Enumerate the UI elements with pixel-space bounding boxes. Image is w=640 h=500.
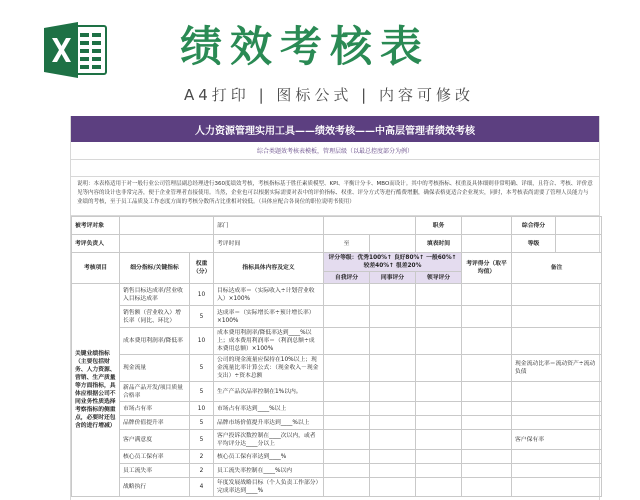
- table-row: [72, 416, 602, 430]
- excel-icon: [42, 20, 108, 80]
- content-cell: 品牌市场价值提升率达到____%以上: [214, 416, 324, 430]
- indicator-cell: 市场占有率: [120, 402, 190, 416]
- indicator-cell: 销售目标达成率/营业收入目标达成率: [120, 284, 190, 306]
- self-score-cell[interactable]: [324, 328, 370, 355]
- page-title: 绩效考核表: [180, 22, 431, 71]
- table-row: [72, 284, 602, 306]
- result-cell[interactable]: [462, 284, 512, 306]
- leader-score-cell[interactable]: [416, 284, 462, 306]
- weight-cell: 2: [190, 450, 214, 464]
- indicator-cell: 核心员工保有率: [120, 450, 190, 464]
- col-weight: 权重（分）: [190, 253, 214, 284]
- label-total: 综合得分: [512, 217, 556, 235]
- peer-score-cell[interactable]: [370, 355, 416, 382]
- content-cell: 达成率＝（实际增长率÷预计增长率）×100%: [214, 306, 324, 328]
- indicator-cell: 成本费用利润率/降低率: [120, 328, 190, 355]
- peer-score-cell[interactable]: [370, 478, 416, 497]
- table-row: [72, 402, 602, 416]
- department-cell[interactable]: [324, 217, 416, 235]
- peer-score-cell[interactable]: [370, 416, 416, 430]
- result-cell[interactable]: [462, 355, 512, 382]
- leader-score-cell[interactable]: [416, 355, 462, 382]
- leader-score-cell[interactable]: [416, 402, 462, 416]
- weight-cell: 10: [190, 402, 214, 416]
- self-score-cell[interactable]: [324, 416, 370, 430]
- peer-score-cell[interactable]: [370, 402, 416, 416]
- label-fill-time: 填表时间: [416, 235, 462, 253]
- label-grade: 等级: [512, 235, 556, 253]
- result-cell[interactable]: [462, 416, 512, 430]
- weight-cell: 5: [190, 416, 214, 430]
- peer-score-cell[interactable]: [370, 328, 416, 355]
- col-leader: 领导评分: [416, 272, 462, 284]
- label-position: 职务: [416, 217, 462, 235]
- result-cell[interactable]: [462, 430, 512, 450]
- content-cell: 成本费用利润率/降低率达到____%以上；成本费用利润率＝（利润总额÷成本费用总额）×100%: [214, 328, 324, 355]
- leader-score-cell[interactable]: [416, 306, 462, 328]
- weight-cell: 10: [190, 284, 214, 306]
- content-cell: 年度发展战略目标（个人负责工作部分）完成率达到____%: [214, 478, 324, 497]
- indicator-cell: 战略执行: [120, 478, 190, 497]
- peer-score-cell[interactable]: [370, 306, 416, 328]
- weight-cell: 5: [190, 306, 214, 328]
- weight-cell: 5: [190, 382, 214, 402]
- self-score-cell[interactable]: [324, 450, 370, 464]
- page-subtitle: A4打印 | 图标公式 | 内容可修改: [184, 86, 474, 104]
- result-cell[interactable]: [462, 402, 512, 416]
- self-score-cell[interactable]: [324, 402, 370, 416]
- leader-score-cell[interactable]: [416, 464, 462, 478]
- self-score-cell[interactable]: [324, 284, 370, 306]
- table-row: [72, 328, 602, 355]
- leader-score-cell[interactable]: [416, 478, 462, 497]
- fill-time-cell[interactable]: [462, 235, 512, 253]
- table-row: [72, 430, 602, 450]
- indicator-cell: 员工流失率: [120, 464, 190, 478]
- indicator-cell: 品牌价值提升率: [120, 416, 190, 430]
- table-row: [72, 478, 602, 497]
- result-cell[interactable]: [462, 328, 512, 355]
- label-evaluatee: 被考评对象: [72, 217, 120, 235]
- indicator-cell: 销售额（营业收入）增长率（同比、环比）: [120, 306, 190, 328]
- weight-cell: 5: [190, 355, 214, 382]
- indicator-cell: 现金流量: [120, 355, 190, 382]
- spreadsheet-preview: [70, 116, 600, 500]
- result-cell[interactable]: [462, 306, 512, 328]
- table-row: [72, 450, 602, 464]
- label-to: 至: [324, 235, 370, 253]
- content-cell: 市场占有率达到____%以上: [214, 402, 324, 416]
- peer-score-cell[interactable]: [370, 284, 416, 306]
- self-score-cell[interactable]: [324, 430, 370, 450]
- leader-score-cell[interactable]: [416, 430, 462, 450]
- weight-cell: 10: [190, 328, 214, 355]
- evaluatee-cell[interactable]: [120, 217, 214, 235]
- position-cell[interactable]: [462, 217, 512, 235]
- remark-cell: [512, 328, 602, 355]
- content-cell: 目标达成率＝（实际收入÷计划营业收入）×100%: [214, 284, 324, 306]
- remark-cell: [512, 416, 602, 430]
- remark-cell: [512, 402, 602, 416]
- self-score-cell[interactable]: [324, 306, 370, 328]
- table-row: [72, 355, 602, 382]
- leader-score-cell[interactable]: [416, 416, 462, 430]
- result-cell[interactable]: [462, 450, 512, 464]
- col-remark: 备注: [512, 253, 602, 284]
- table-row: [72, 306, 602, 328]
- col-content: 指标具体内容及定义: [214, 253, 324, 284]
- self-score-cell[interactable]: [324, 478, 370, 497]
- col-self: 自我评分: [324, 272, 370, 284]
- remark-cell: [512, 464, 602, 478]
- label-period: 考评时间: [214, 235, 324, 253]
- self-score-cell[interactable]: [324, 355, 370, 382]
- col-peer: 同事评分: [370, 272, 416, 284]
- result-cell[interactable]: [462, 464, 512, 478]
- sheet-header: 人力资源管理实用工具——绩效考核——中高层管理者绩效考核: [71, 116, 599, 142]
- indicator-cell: 客户满意度: [120, 430, 190, 450]
- col-indicator: 细分指标/关键指标: [120, 253, 190, 284]
- category-name: 关键业绩指标: [75, 351, 110, 357]
- remark-cell: 现金流动比率＝流动资产÷流动负债: [512, 355, 602, 382]
- sheet-note: 说明：本表格适用于对一般行业公司管理层副总经理进行360度绩效考核，考核指标基于胜任素质模型、KPI、平衡计分卡、MBO而设计。其中的考核指标、权重及具体细则非常明确、详细，且符合、考核、评价意见等内容的设计也非常完善，便于企业管理者直接使用。当然，企业也可以根据实际需要对表中的评价指标、权重、评分方式等进行酷费增删，确保表格更适合企业现实，同时，本考核表尚需要了管理人员能力与业绩的考核，至于员工品质及工作态度方面的考核分数所占比重相对较低。（具体应配合各岗位的职位说明书使用）: [71, 176, 599, 216]
- grade-cell[interactable]: [556, 235, 602, 253]
- result-cell[interactable]: [462, 382, 512, 402]
- sheet-subheader: 综合类题效考核表模板，管理层级（以最总控度部分为例）: [71, 142, 599, 160]
- leader-score-cell[interactable]: [416, 382, 462, 402]
- label-department: 部门: [214, 217, 324, 235]
- content-cell: 客户投诉次数控制在____次以内，或者平均评分达____分以上: [214, 430, 324, 450]
- remark-cell: [512, 478, 602, 497]
- table-row: [72, 464, 602, 478]
- period-end-cell[interactable]: [370, 235, 416, 253]
- peer-score-cell[interactable]: [370, 464, 416, 478]
- leader-score-cell[interactable]: [416, 450, 462, 464]
- remark-cell: 客户保有率: [512, 430, 602, 450]
- weight-cell: 4: [190, 478, 214, 497]
- remark-cell: [512, 306, 602, 328]
- peer-score-cell[interactable]: [370, 430, 416, 450]
- content-cell: 生产产品次品率控制在1%以内。: [214, 382, 324, 402]
- col-project: 考核项目: [72, 253, 120, 284]
- banner: [0, 0, 640, 112]
- total-cell[interactable]: [556, 217, 602, 235]
- content-cell: 公司的现金流量应保持在10%以上；现金流量比率计算公式：（现金收入－现金支出）÷资本总额: [214, 355, 324, 382]
- self-score-cell[interactable]: [324, 464, 370, 478]
- col-score-standard: 评分等级：优秀100%↑ 良好80%↑ 一般60%↑ 较差40%↑ 很差20%: [324, 253, 462, 272]
- weight-cell: 2: [190, 464, 214, 478]
- indicator-cell: 新品产品开发/项目质量合格率: [120, 382, 190, 402]
- table-row: [72, 382, 602, 402]
- leader-score-cell[interactable]: [416, 328, 462, 355]
- peer-score-cell[interactable]: [370, 450, 416, 464]
- result-cell[interactable]: [462, 478, 512, 497]
- self-score-cell[interactable]: [324, 382, 370, 402]
- category-description: （主要包括财务、人力资源、营销、生产质量等方面指标，具体应根据公司不同业务性质选择考察指标的侧重点，必要时还包含的进行增减）: [75, 359, 116, 429]
- evaluation-table: [71, 216, 602, 497]
- content-cell: 核心员工保有率达到____%: [214, 450, 324, 464]
- remark-cell: [512, 382, 602, 402]
- remark-cell: [512, 284, 602, 306]
- evaluator-cell[interactable]: [120, 235, 214, 253]
- content-cell: 员工流失率控制在____%以内: [214, 464, 324, 478]
- peer-score-cell[interactable]: [370, 382, 416, 402]
- col-result: 考评得分（取平均值）: [462, 253, 512, 284]
- remark-cell: [512, 450, 602, 464]
- weight-cell: 5: [190, 430, 214, 450]
- category-cell: [72, 284, 120, 497]
- label-evaluator: 考评负责人: [72, 235, 120, 253]
